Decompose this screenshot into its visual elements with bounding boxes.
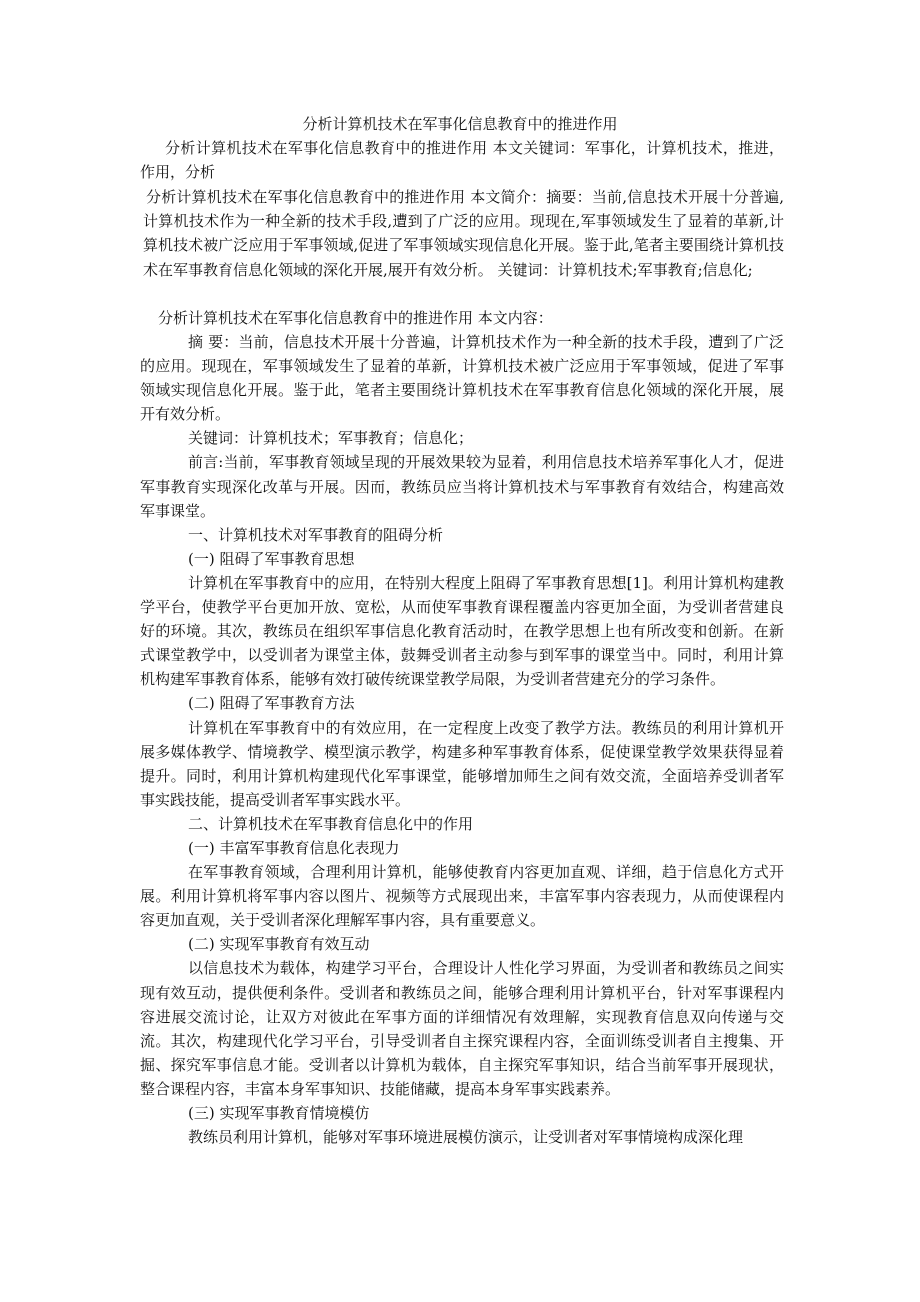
subsection-heading-1-1: (一) 阻碍了军事教育思想 [188,549,355,568]
section-heading-1: 一、计算机技术对军事教育的阻碍分析 [188,525,444,544]
body-paragraph: 在军事教育领域，合理利用计算机，能够使教育内容更加直观、详细，趋于信息化方式开展。利用计算机将军事内容以图片、视频等方式展现出来，丰富军事内容表现力，从而使课程内容更加直观，关于受训者深化理解军事内容，具有重要意义。 [140,863,784,930]
subsection-heading-2-3: (三) 实现军事教育情境模仿 [188,1104,370,1122]
keywords-cn-paragraph: 关键词：计算机技术；军事教育；信息化； [188,429,474,448]
body-paragraph: 计算机在军事教育中的有效应用，在一定程度上改变了教学方法。教练员的利用计算机开展多媒体教学、情境教学、模型演示教学，构建多种军事教育体系，促使课堂教学效果获得显着提升。同时，利用计算机构建现代化军事课堂，能够增加师生之间有效交流，全面培养受训者军事实践技能，提高受训者军事实践水平。 [140,718,784,809]
keywords-paragraph: 分析计算机技术在军事化信息教育中的推进作用 本文关键词：军事化，计算机技术，推进，作用，分析 [140,139,784,182]
document-title: 分析计算机技术在军事化信息教育中的推进作用 [302,115,618,133]
section-heading-2: 二、计算机技术在军事教育信息化中的作用 [188,814,474,833]
body-paragraph: 计算机在军事教育中的应用，在特别大程度上阻碍了军事教育思想[1]。利用计算机构建教学平台，使教学平台更加开放、宽松，从而使军事教育课程覆盖内容更加全面，为受训者营建良好的环境。其次，教练员在组织军事信息化教育活动时，在教学思想上也有所改变和创新。在新式课堂教学中，以受训者为课堂主体，鼓舞受训者主动参与到军事的课堂当中。同时，利用计算机构建军事教育体系，能够有效打破传统课堂教学局限，为受训者营建充分的学习条件。 [140,573,784,689]
subsection-heading-1-2: (二) 阻碍了军事教育方法 [188,694,355,713]
preface-paragraph: 前言:当前，军事教育领域呈现的开展效果较为显着，利用信息技术培养军事化人才，促进军事教育实现深化改革与开展。因而，教练员应当将计算机技术与军事教育有效结合，构建高效军事课堂。 [140,453,784,520]
abstract-paragraph: 摘 要：当前，信息技术开展十分普遍，计算机技术作为一种全新的技术手段，遭到了广泛的应用。现现在，军事领域发生了显着的革新，计算机技术被广泛应用于军事领域，促进了军事领域实现信息化开展。鉴于此，笔者主要围绕计算机技术在军事教育信息化领域的深化开展，展开有效分析。 [140,333,784,424]
subsection-heading-2-2: (二) 实现军事教育有效互动 [188,935,370,954]
subsection-heading-2-1: (一) 丰富军事教育信息化表现力 [188,838,400,857]
article-body [140,330,784,1149]
body-paragraph: 以信息技术为载体，构建学习平台，合理设计人性化学习界面，为受训者和教练员之间实现有效互动，提供便利条件。受训者和教练员之间，能够合理利用计算机平台，针对军事课程内容进展交流讨论，让双方对彼此在军事方面的详细情况有效理解，实现教育信息双向传递与交流。其次，构建现代化学习平台，引导受训者自主探究课程内容，全面训练受训者自主搜集、开掘、探究军事信息才能。受训者以计算机为载体，自主探究军事知识，结合当前军事开展现状，整合课程内容，丰富本身军事知识、技能储藏，提高本身军事实践素养。 [140,959,784,1098]
intro-paragraph: 分析计算机技术在军事化信息教育中的推进作用 本文简介：摘要：当前,信息技术开展十分普遍,计算机技术作为一种全新的技术手段,遭到了广泛的应用。现现在,军事领域发生了显着的革新,计算机技术被广泛应用于军事领域,促进了军事领域实现信息化开展。鉴于此,笔者主要围绕计算机技术在军事教育信息化领域的深化开展,展开有效分析。 关键词：计算机技术;军事教育;信息化; [143,188,784,279]
body-paragraph: 教练员利用计算机，能够对军事环境进展模仿演示，让受训者对军事情境构成深化理 [188,1128,744,1147]
content-heading: 分析计算机技术在军事化信息教育中的推进作用 本文内容： [158,309,553,327]
